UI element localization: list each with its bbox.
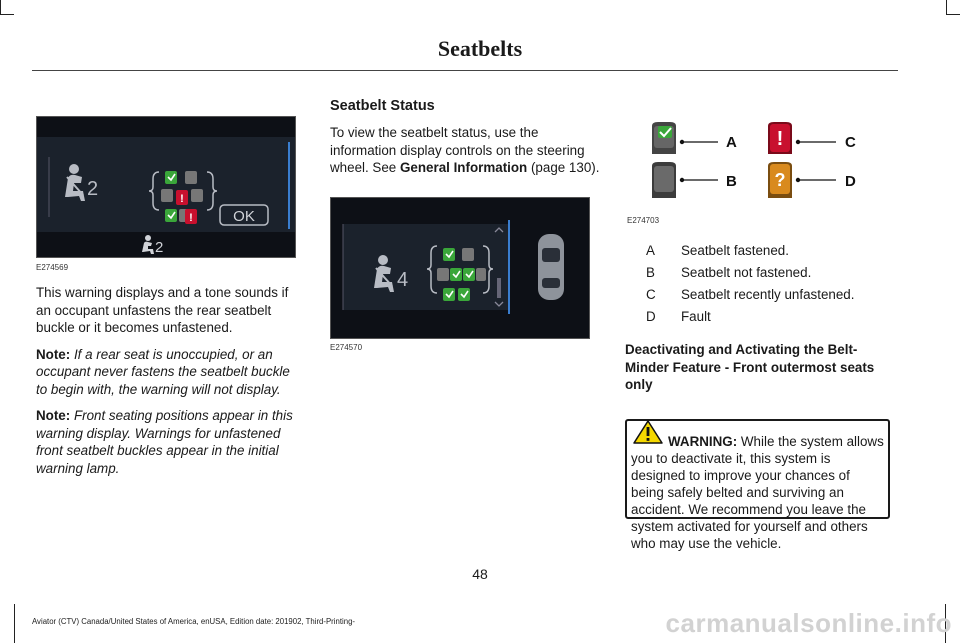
crop-mark bbox=[946, 14, 960, 15]
watermark: carmanualsonline.info bbox=[665, 608, 952, 638]
note-front-seating bbox=[36, 407, 298, 477]
crop-mark bbox=[0, 14, 14, 15]
svg-text:!: ! bbox=[189, 212, 193, 224]
legend-key: C bbox=[646, 287, 656, 302]
page-title: Seatbelts bbox=[437, 36, 523, 61]
crop-mark bbox=[946, 0, 947, 14]
legend-value: Seatbelt fastened. bbox=[681, 243, 789, 258]
figure-id-label: E274569 bbox=[36, 263, 69, 272]
note-unoccupied bbox=[36, 346, 298, 399]
svg-text:A: A bbox=[726, 134, 737, 151]
svg-text:B: B bbox=[726, 173, 737, 190]
figure-seatbelt-status-display bbox=[330, 197, 590, 339]
svg-text:?: ? bbox=[774, 170, 786, 190]
legend-value: Fault bbox=[681, 309, 711, 324]
crop-mark bbox=[0, 0, 1, 14]
section-heading-seatbelt-status: Seatbelt Status bbox=[330, 98, 435, 114]
figure-seatbelt-status-icons bbox=[648, 118, 888, 208]
fastened-seat-icon bbox=[652, 122, 676, 154]
svg-text:4: 4 bbox=[397, 269, 409, 291]
note-label: Note: bbox=[36, 408, 71, 423]
warning-label: WARNING: bbox=[668, 434, 738, 449]
vehicle-top-view-icon bbox=[538, 234, 564, 300]
svg-text:2: 2 bbox=[87, 178, 99, 200]
crop-mark bbox=[14, 604, 15, 643]
legend-key: B bbox=[646, 265, 655, 280]
svg-text:!: ! bbox=[180, 193, 184, 205]
fault-seat-icon bbox=[768, 162, 792, 198]
legend-key: A bbox=[646, 243, 655, 258]
general-information-link[interactable]: General Information bbox=[400, 160, 528, 175]
status-display-illustration bbox=[331, 198, 589, 338]
legend-key: D bbox=[646, 309, 656, 324]
figure-id-label: E274570 bbox=[330, 343, 363, 352]
unfastened-seat-icon bbox=[652, 162, 676, 198]
header-rule bbox=[32, 70, 898, 71]
svg-text:D: D bbox=[845, 173, 856, 190]
warning-text: While the system allows you to deactivate it, this system is designed to improve your chances of being safely belted and surviving an accident. We recommend you leave the system activated for yourself and others who may use the vehicle. bbox=[631, 434, 884, 551]
legend-value: Seatbelt not fastened. bbox=[681, 265, 812, 280]
figure-id-label: E274703 bbox=[627, 216, 660, 225]
svg-text:!: ! bbox=[776, 128, 784, 150]
section-heading-belt-minder: Deactivating and Activating the Belt-Minder Feature - Front outermost seats only bbox=[625, 342, 875, 392]
recently-unfastened-seat-icon bbox=[768, 122, 792, 154]
seatbelt-status-paragraph: To view the seatbelt status, use the information display controls on the steering wheel. See General Information (page 130). bbox=[330, 125, 600, 175]
svg-text:C: C bbox=[845, 134, 856, 151]
left-text-column bbox=[36, 284, 298, 477]
note-text: Front seating positions appear in this warning display. Warnings for unfastened front seatbelt buckles appear in the initial warning lamp. bbox=[36, 408, 293, 476]
warning-display-illustration bbox=[37, 117, 295, 257]
note-label: Note: bbox=[36, 346, 71, 362]
edition-footer: Aviator (CTV) Canada/United States of America, enUSA, Edition date: 201902, Third-Printing- bbox=[32, 617, 356, 626]
note-text: If a rear seat is unoccupied, or an occupant never fastens the seatbelt buckle to begin with, the warning will not display. bbox=[36, 346, 290, 397]
page-number: 48 bbox=[472, 566, 488, 582]
svg-text:2: 2 bbox=[155, 239, 164, 256]
warning-triangle-icon bbox=[633, 420, 663, 444]
figure-rear-belt-warning bbox=[36, 116, 296, 258]
rear-belt-warning-paragraph: This warning displays and a tone sounds if an occupant unfastens the rear seatbelt buckle or it becomes unfastened. bbox=[36, 285, 289, 335]
warning-box bbox=[625, 419, 890, 551]
legend-value: Seatbelt recently unfastened. bbox=[681, 287, 855, 302]
svg-text:OK: OK bbox=[233, 208, 255, 225]
